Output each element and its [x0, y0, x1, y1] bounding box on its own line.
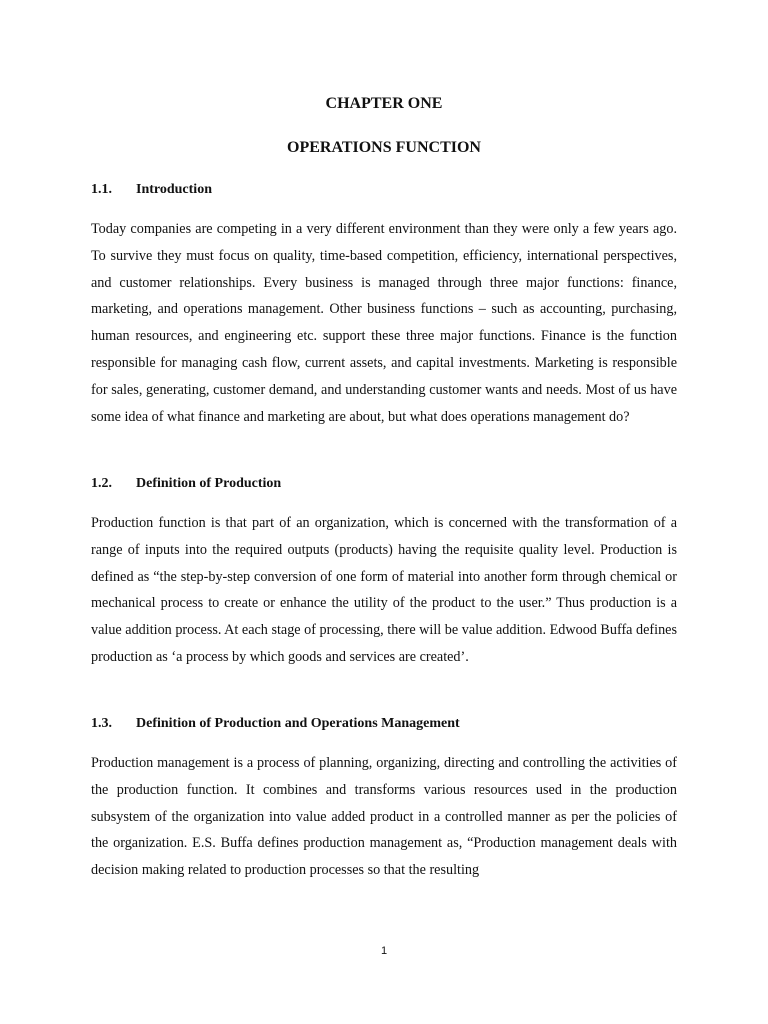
section-title: Definition of Production and Operations Management — [136, 716, 460, 731]
chapter-title: CHAPTER ONE — [325, 95, 443, 112]
section-number: 1.2. — [91, 476, 112, 491]
paragraph-definition-of-production: Production function is that part of an organization, which is concerned with the transformation of a range of inputs into the required outputs (products) having the requisite quality level. Production is defined as “the step-by-step conversion of one form of material into another form through chemical or mechanical process to create or enhance the utility of the product to the user.” Thus production is a value addition process. At each stage of processing, there will be value addition. Edwood Buffa defines production as ‘a process by which goods and services are created’. — [91, 515, 677, 665]
section-heading-definition-of-production — [91, 474, 691, 494]
section-heading-production-operations-management — [91, 714, 691, 734]
section-number: 1.1. — [91, 182, 112, 197]
paragraph-production-operations-management: Production management is a process of planning, organizing, directing and controlling the activities of the production function. It combines and transforms various resources used in the production subsystem of the organization into value added product in a controlled manner as per the policies of the organization. E.S. Buffa defines production management as, “Production management deals with decision making related to production processes so that the resulting — [91, 755, 677, 879]
section-title: Definition of Production — [136, 476, 282, 491]
paragraph-introduction: Today companies are competing in a very different environment than they were only a few years ago. To survive they must focus on quality, time-based competition, efficiency, international perspectives, and customer relationships. Every business is managed through three major functions: finance, marketing, and operations management. Other business functions – such as accounting, purchasing, human resources, and engineering etc. support these three major functions. Finance is the function responsible for managing cash flow, current assets, and capital investments. Marketing is responsible for sales, generating, customer demand, and understanding customer wants and needs. Most of us have some idea of what finance and marketing are about, but what does operations management do? — [91, 221, 677, 425]
section-heading-introduction — [91, 180, 691, 200]
section-number: 1.3. — [91, 716, 112, 731]
section-title: Introduction — [136, 182, 212, 197]
chapter-subtitle: OPERATIONS FUNCTION — [287, 139, 481, 156]
page-number: 1 — [380, 945, 388, 957]
